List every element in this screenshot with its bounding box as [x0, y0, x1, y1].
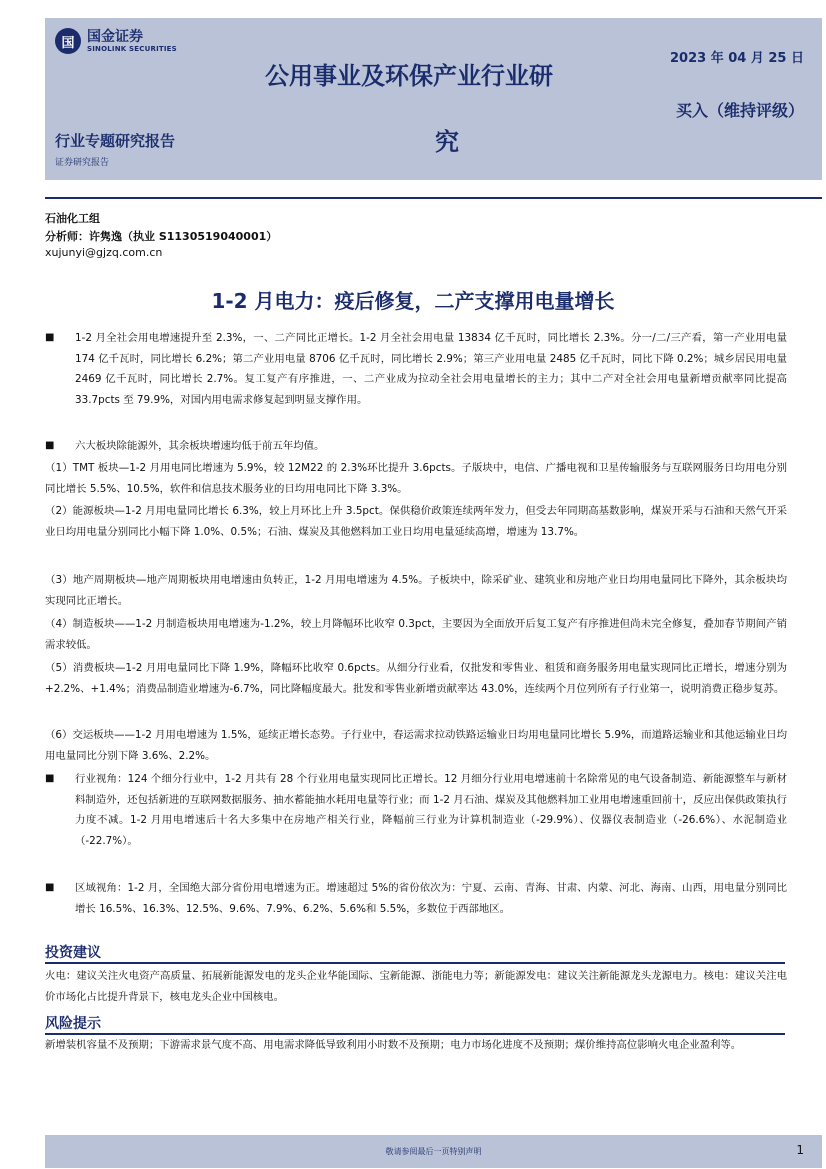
rating-badge: 买入（维持评级） [675, 101, 804, 120]
report-title: 公用事业及环保产业行业研 [265, 62, 553, 90]
logo-en-text: SINOLINK SECURITIES [87, 45, 177, 53]
logo-mark-icon: 国 [55, 28, 81, 54]
paragraph-energy: （2）能源板块—1-2 月用电量同比增长 6.3%，较上月环比上升 3.5pct。保供稳价政策连续两年发力，但受去年同期高基数影响，煤炭开采与石油和天然气开采业日均用电量分别同比小幅下降 1.0%、0.5%；石油、煤炭及其他燃料加工业日均用电量延续高增，增速为 13.7%。 [45, 505, 787, 538]
bullet-icon: ■ [45, 440, 55, 451]
paragraph-consumer: （5）消费板块—1-2 月用电量同比下降 1.9%，降幅环比收窄 0.6pcts。从细分行业看，仅批发和零售业、租赁和商务服务用电量实现同比正增长，增速分别为+2.2%、+1.4%；消费品制造业增速为-6.7%，同比降幅度最大。批发和零售业新增贡献率达 43.0%，连续两个月位列所有子行业第一，说明消费正稳步复苏。 [45, 662, 787, 695]
paragraph-sectors: 六大板块除能源外，其余板块增速均低于前五年均值。 [75, 440, 325, 452]
page-number: 1 [796, 1143, 804, 1157]
bullet-icon: ■ [45, 882, 55, 893]
headline: 1-2 月电力：疫后修复，二产支撑用电量增长 [211, 289, 615, 313]
logo-cn-text: 国金证券 [87, 29, 143, 45]
analyst-email[interactable]: xujunyi@gjzq.com.cn [45, 246, 163, 259]
footer-disclaimer[interactable]: 敬请参阅最后一页特别声明 [385, 1147, 482, 1156]
page-footer [45, 1135, 822, 1168]
report-header [45, 18, 822, 180]
paragraph-industry-view: 行业视角：124 个细分行业中，1-2 月共有 28 个行业用电量实现同比正增长。12 月细分行业用电增速前十名除常见的电气设备制造、新能源整车与新材料制造外，还包括新进的互联网数据服务、抽水蓄能抽水耗用电量等行业；而 1-2 月石油、煤炭及其他燃料加工业用电增速重回前十，反应出保供政策执行力度不减。1-2 月用电增速后十名大多集中在房地产相关行业，降幅前三行业为计算机制造业（-29.9%）、仪器仪表制造业（-26.6%）、水泥制造业（-22.7%）。 [75, 773, 787, 847]
section-title-invest: 投资建议 [45, 945, 101, 961]
bullet-icon: ■ [45, 773, 55, 784]
analyst-name: 分析师：许隽逸（执业 S1130519040001） [45, 230, 278, 243]
analyst-group: 石油化工组 [45, 212, 100, 225]
report-subtype: 证券研究报告 [55, 158, 110, 168]
paragraph-transport: （6）交运板块——1-2 月用电增速为 1.5%，延续正增长态势。子行业中，春运需求拉动铁路运输业日均用电量同比增长 5.9%，而道路运输业和其他运输业日均用电量同比分别下降 3.6%、2.2%。 [45, 729, 787, 762]
paragraph-risk: 新增装机容量不及预期；下游需求景气度不高、用电需求降低导致利用小时数不及预期；电力市场化进度不及预期；煤价维持高位影响火电企业盈利等。 [45, 1039, 742, 1051]
paragraph-region-view: 区域视角：1-2 月，全国绝大部分省份用电增速为正。增速超过 5%的省份依次为：宁夏、云南、青海、甘肃、内蒙、河北、海南、山西，用电量分别同比增长 16.5%、16.3%、12.5%、9.6%、7.9%、6.2%、5.6%和 5.5%，多数位于西部地区。 [75, 882, 787, 915]
company-logo [55, 28, 177, 54]
paragraph-overview: 1-2 月全社会用电增速提升至 2.3%，一、二产同比正增长。1-2 月全社会用电量 13834 亿千瓦时，同比增长 2.3%。分一/二/三产看，第一产业用电量 174 亿千瓦时，同比增长 6.2%；第二产业用电量 8706 亿千瓦时，同比增长 2.9%；第三产业用电量 2485 亿千瓦时，同比下降 0.2%；城乡居民用电量 2469 亿千瓦时，同比增长 2.7%。复工复产有序推进，一、二产业成为拉动全社会用电量增长的主力；其中二产对全社会用电量新增贡献率同比提高 33.7pcts 至 79.9%，对国内用电需求修复起到明显支撑作用。 [75, 332, 787, 406]
paragraph-tmt: （1）TMT 板块—1-2 月用电同比增速为 5.9%，较 12M22 的 2.3%环比提升 3.6pcts。子版块中，电信、广播电视和卫星传输服务与互联网服务日均用电分别同比增长 5.5%、10.5%，软件和信息技术服务业的日均用电同比下降 3.3%。 [45, 462, 787, 495]
section-divider [45, 962, 785, 964]
report-date: 2023 年 04 月 25 日 [670, 51, 804, 66]
paragraph-property: （3）地产周期板块—地产周期板块用电增速由负转正，1-2 月用电增速为 4.5%。子板块中，除采矿业、建筑业和房地产业日均用电量同比下降外，其余板块均实现同比正增长。 [45, 574, 787, 607]
paragraph-manufacturing: （4）制造板块——1-2 月制造板块用电增速为-1.2%，较上月降幅环比收窄 0.3pct，主要因为全面放开后复工复产有序推进但尚未完全修复，叠加春节期间产销需求较低。 [45, 618, 787, 651]
report-type: 行业专题研究报告 [55, 132, 176, 150]
section-title-risk: 风险提示 [45, 1016, 101, 1032]
header-divider [45, 197, 822, 199]
bullet-icon: ■ [45, 332, 55, 343]
report-title-cont: 究 [435, 128, 459, 156]
paragraph-invest: 火电：建议关注火电资产高质量、拓展新能源发电的龙头企业华能国际、宝新能源、浙能电力等；新能源发电：建议关注新能源龙头龙源电力。核电：建议关注电价市场化占比提升背景下，核电龙头企业中国核电。 [45, 970, 787, 1003]
